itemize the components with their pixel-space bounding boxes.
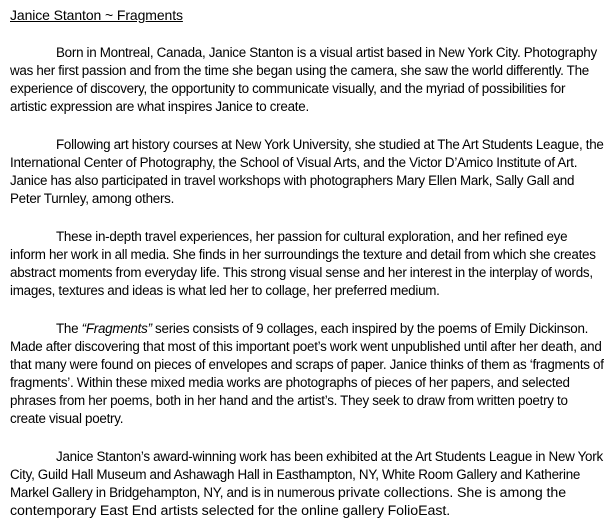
- series-title-emphasis: “Fragments”: [81, 321, 152, 336]
- paragraph-travel: [10, 228, 604, 300]
- paragraph-text: Following art history courses at New York University, she studied at The Art Students League, the International Center of Photography, the School of Visual Arts, and the Victor D’Amico Institute of Art. Janice has also participated in travel workshops with photographers Mary Ellen Mark, Sally Gall and Peter Turnley, among others.: [10, 137, 604, 206]
- paragraph-education: [10, 136, 604, 208]
- paragraph-tail: private collections. She is among the contemporary East End artists selected for the online gallery FolioEast.: [10, 485, 567, 519]
- paragraph-fragments-series: [10, 320, 604, 428]
- document-page: [10, 6, 604, 520]
- paragraph-text: Janice Stanton’s award-winning work has been exhibited at the Art Students League in New York City, Guild Hall Museum and Ashawagh Hall in Easthampton, NY, White Room Gallery and Katherine Markel Gallery in Bridgehampton, NY, and is in numerous: [10, 449, 603, 500]
- paragraph-text: These in-depth travel experiences, her passion for cultural exploration, and her refined eye inform her work in all media. She finds in her surroundings the texture and detail from which she creates abstract moments from everyday life. This strong visual sense and her interest in the interplay of words, images, textures and ideas is what led her to collage, her preferred medium.: [10, 229, 596, 298]
- paragraph-exhibitions: [10, 448, 604, 520]
- paragraph-lead: The: [56, 321, 82, 336]
- page-title: Janice Stanton ~ Fragments: [10, 7, 183, 23]
- paragraph-biography: [10, 44, 604, 116]
- paragraph-text: series consists of 9 collages, each inspired by the poems of Emily Dickinson. Made after discovering that most of this important poet’s work went unpublished until after her death, and that many were found on pieces of envelopes and scraps of paper. Janice thinks of them as ‘fragments of fragments’. Within these mixed media works are photographs of pieces of her papers, and selected phrases from her poems, both in her hand and the artist’s. They seek to draw from written poetry to create visual poetry.: [10, 321, 604, 426]
- paragraph-text: Born in Montreal, Canada, Janice Stanton is a visual artist based in New York City. Photography was her first passion and from the time she began using the camera, she saw the world differently. The experience of discovery, the opportunity to communicate visually, and the myriad of possibilities for artistic expression are what inspires Janice to create.: [10, 45, 597, 114]
